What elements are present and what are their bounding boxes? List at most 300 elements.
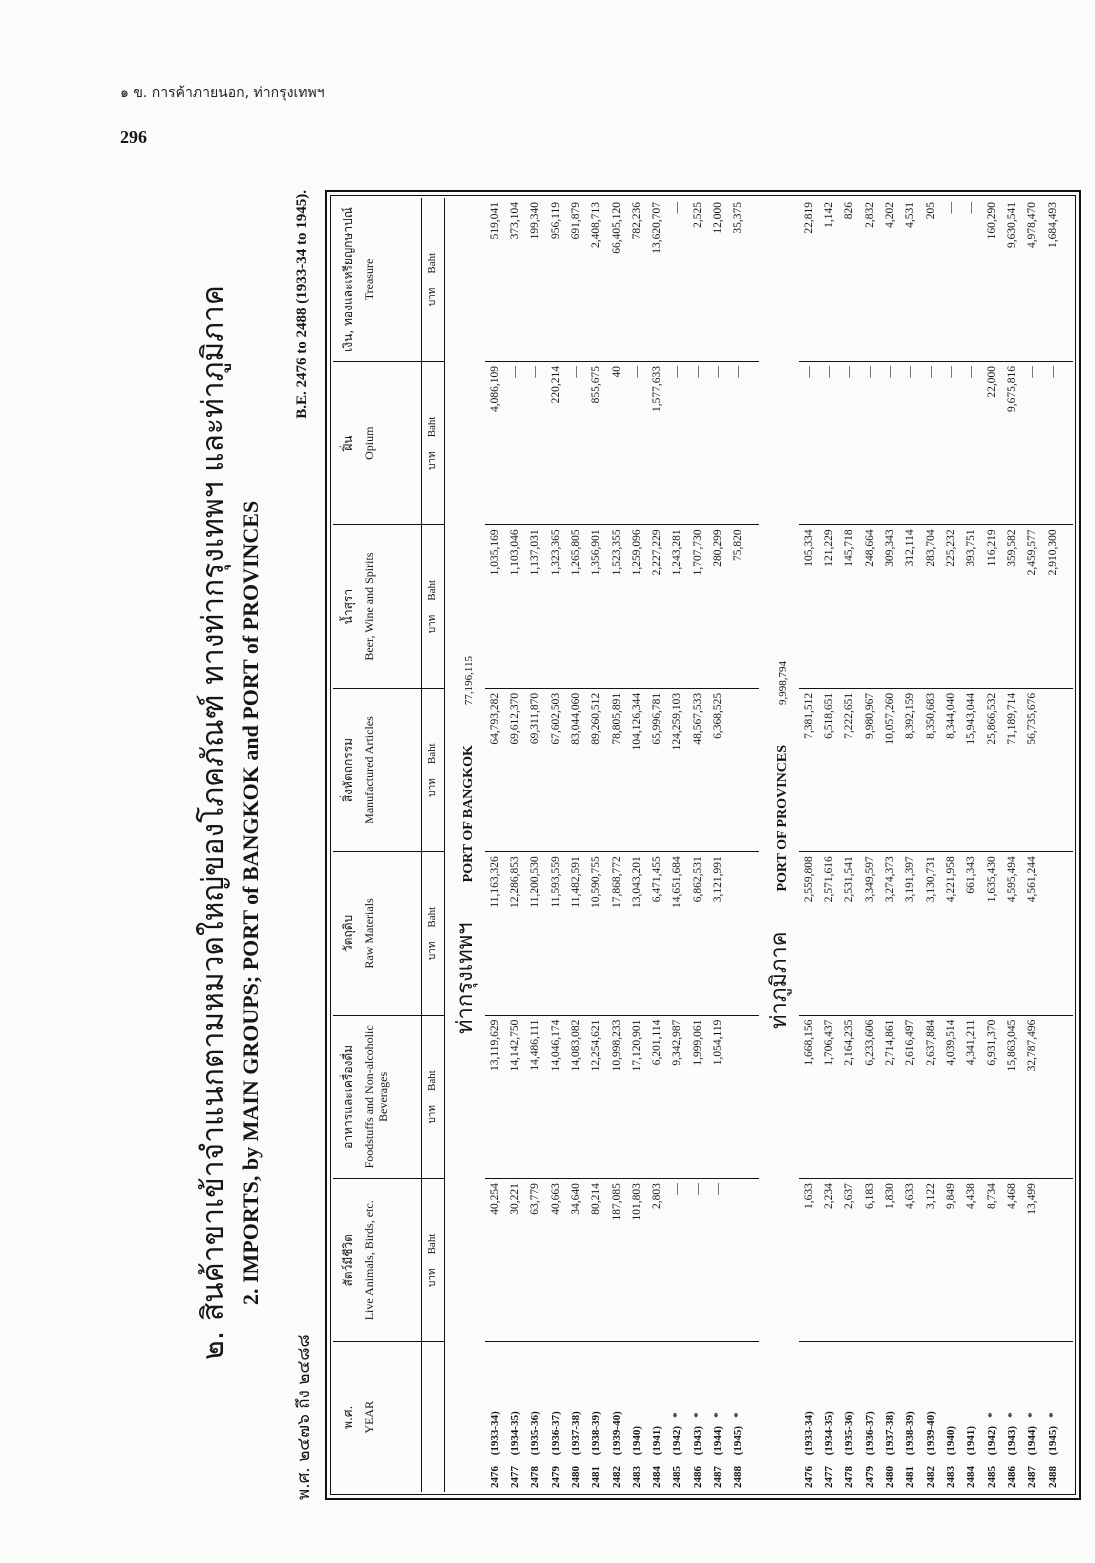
value-cell-c4: 8,344,040 [941, 688, 961, 851]
value-cell-c2: 2,714,861 [880, 1015, 900, 1178]
year-cell [880, 1342, 900, 1492]
value-cell-c4: 15,943,044 [961, 688, 981, 851]
value-cell-c4: 65,996,781 [647, 688, 667, 851]
value-cell-c7: 160,290 [981, 198, 1001, 361]
table-row [920, 198, 940, 1492]
year-be: 2484 [651, 1466, 664, 1488]
imports-table [333, 198, 1073, 1492]
year-be: 2483 [630, 1466, 643, 1488]
value-cell-c2: 15,863,045 [1002, 1015, 1022, 1178]
value-cell-c3 [728, 852, 748, 1015]
table-row [667, 198, 687, 1492]
unit-cell: บาทBaht [421, 361, 444, 524]
year-ad: (1939-40) [610, 1411, 623, 1456]
value-cell-c5: 2,459,577 [1022, 525, 1042, 688]
value-cell-c7: 373,104 [505, 198, 525, 361]
value-cell-c7: 4,978,470 [1022, 198, 1042, 361]
value-cell-c6: — [920, 361, 940, 524]
year-be: 2488 [732, 1466, 745, 1488]
value-cell-c4: 89,260,512 [586, 688, 606, 851]
value-cell-c7: 519,041 [485, 198, 505, 361]
value-cell-c1: 1,633 [799, 1179, 819, 1342]
table-row [981, 198, 1001, 1492]
value-cell-c2: 6,931,370 [981, 1015, 1001, 1178]
period-english: B.E. 2476 to 2488 (1933-34 to 1945). [294, 190, 310, 419]
value-cell-c6: — [1022, 361, 1042, 524]
year-be: 2486 [1005, 1466, 1018, 1488]
table-row [1042, 198, 1063, 1492]
value-cell-c4: 69,612,370 [505, 688, 525, 851]
value-cell-c5: 393,751 [961, 525, 981, 688]
value-cell-c1: 3,122 [920, 1179, 940, 1342]
year-ad: (1941) [965, 1425, 978, 1456]
year-ad: (1939-40) [924, 1411, 937, 1456]
section-title [444, 198, 485, 1492]
value-cell-c5: 105,334 [799, 525, 819, 688]
value-cell-c6: — [505, 361, 525, 524]
value-cell-c1: 2,234 [819, 1179, 839, 1342]
year-be: 2481 [904, 1466, 917, 1488]
value-cell-c4: 6,518,651 [819, 688, 839, 851]
value-cell-c2: 6,233,606 [860, 1015, 880, 1178]
table-row [708, 198, 728, 1492]
value-cell-c4: 71,189,714 [1002, 688, 1022, 851]
year-ad: (1940) [630, 1425, 643, 1456]
value-cell-c5: 1,259,096 [627, 525, 647, 688]
value-cell-c3: 11,593,559 [545, 852, 565, 1015]
value-cell-c3: 4,595,494 [1002, 852, 1022, 1015]
header-row [333, 198, 421, 1492]
value-cell-c6: — [708, 361, 728, 524]
value-cell-c7: — [941, 198, 961, 361]
value-cell-c3: 11,200,530 [525, 852, 545, 1015]
value-cell-c6: — [799, 361, 819, 524]
year-ad: (1941) [651, 1425, 664, 1456]
period-thai: พ.ศ. ๒๔๗๖ ถึง ๒๔๘๘ [294, 1334, 314, 1500]
year-cell [920, 1342, 940, 1492]
col-beer-wine-header: น้ำสุรา Beer, Wine and Spirits [333, 525, 421, 688]
value-cell-c5: 2,227,229 [647, 525, 667, 688]
section-title-english: PORT OF BANGKOK [461, 745, 476, 883]
table-body [444, 198, 1073, 1492]
year-cell [799, 1342, 819, 1492]
table-row [485, 198, 505, 1492]
value-cell-c1: 4,633 [900, 1179, 920, 1342]
table-row [839, 198, 859, 1492]
year-ad: (1933-34) [802, 1411, 815, 1456]
unit-row [421, 198, 444, 1492]
year-ad: (1938-39) [904, 1411, 917, 1456]
value-cell-c5: 1,103,046 [505, 525, 525, 688]
year-cell [647, 1342, 667, 1492]
value-cell-c7: 22,819 [799, 198, 819, 361]
spacer-cell [749, 525, 759, 688]
section-title-row [444, 198, 485, 1492]
value-cell-c4: 7,222,651 [839, 688, 859, 851]
year-cell [900, 1342, 920, 1492]
table-row [728, 198, 748, 1492]
value-cell-c3: 6,862,531 [688, 852, 708, 1015]
value-cell-c5: 248,664 [860, 525, 880, 688]
value-cell-c2: 2,616,497 [900, 1015, 920, 1178]
year-cell [1022, 1342, 1042, 1492]
value-cell-c5: 1,523,355 [606, 525, 626, 688]
spacer-cell [1063, 198, 1073, 361]
year-cell [819, 1342, 839, 1492]
table-row [505, 198, 525, 1492]
value-cell-c6: — [880, 361, 900, 524]
table-row [880, 198, 900, 1492]
year-cell [1002, 1342, 1022, 1492]
value-cell-c4: 9,980,967 [860, 688, 880, 851]
value-cell-c4 [728, 688, 748, 851]
value-cell-c3: 14,651,684 [667, 852, 687, 1015]
title-english: 2. IMPORTS, by MAIN GROUPS; PORT of BANGKOK and PORT of PROVINCES [238, 500, 263, 1305]
spacer-cell [749, 361, 759, 524]
value-cell-c5: 121,229 [819, 525, 839, 688]
value-cell-c2: 1,054,119 [708, 1015, 728, 1178]
value-cell-c7: 199,340 [525, 198, 545, 361]
value-cell-c3: 3,274,373 [880, 852, 900, 1015]
value-cell-c7: 2,832 [860, 198, 880, 361]
value-cell-c6: — [839, 361, 859, 524]
year-mark: * [985, 1412, 998, 1418]
unit-cell: บาทBaht [421, 198, 444, 361]
year-ad: (1944) [1026, 1425, 1039, 1456]
year-cell [545, 1342, 565, 1492]
page-number: 296 [120, 127, 147, 147]
value-cell-c1: — [667, 1179, 687, 1342]
spacer-cell [749, 198, 759, 361]
value-cell-c3: 3,191,397 [900, 852, 920, 1015]
value-cell-c2: 1,668,156 [799, 1015, 819, 1178]
table-row [941, 198, 961, 1492]
value-cell-c6: 22,000 [981, 361, 1001, 524]
value-cell-c6: 855,675 [586, 361, 606, 524]
value-cell-c3: 12,286,853 [505, 852, 525, 1015]
table-row [900, 198, 920, 1492]
value-cell-c6: — [961, 361, 981, 524]
value-cell-c5: 1,265,805 [566, 525, 586, 688]
value-cell-c5: 280,299 [708, 525, 728, 688]
value-cell-c7: — [961, 198, 981, 361]
value-cell-c4: 67,602,503 [545, 688, 565, 851]
spacer-cell [1063, 525, 1073, 688]
table-row [647, 198, 667, 1492]
value-cell-c5: 1,243,281 [667, 525, 687, 688]
value-cell-c4: 10,057,260 [880, 688, 900, 851]
year-mark: * [691, 1412, 704, 1418]
year-ad: (1937-38) [569, 1411, 582, 1456]
value-cell-c5: 145,718 [839, 525, 859, 688]
value-cell-c5: 309,343 [880, 525, 900, 688]
unit-cell: บาทBaht [421, 688, 444, 851]
section-title-english: PORT OF PROVINCES [775, 745, 791, 892]
value-cell-c3: 3,121,991 [708, 852, 728, 1015]
value-cell-c1: 40,254 [485, 1179, 505, 1342]
value-cell-c3: 2,571,616 [819, 852, 839, 1015]
spacer-cell [749, 1342, 759, 1492]
year-ad: (1943) [691, 1425, 704, 1456]
value-cell-c3: 17,868,772 [606, 852, 626, 1015]
value-cell-c2: 1,999,061 [688, 1015, 708, 1178]
year-ad: (1943) [1005, 1425, 1018, 1456]
value-cell-c2: 4,341,211 [961, 1015, 981, 1178]
year-be: 2479 [549, 1466, 562, 1488]
year-be: 2487 [1026, 1466, 1039, 1488]
table-row [860, 198, 880, 1492]
value-cell-c3: 1,635,430 [981, 852, 1001, 1015]
value-cell-c7: 956,119 [545, 198, 565, 361]
value-cell-c1: 34,640 [566, 1179, 586, 1342]
value-cell-c3: 4,221,958 [941, 852, 961, 1015]
value-cell-c1: 2,803 [647, 1179, 667, 1342]
value-cell-c2: 2,164,235 [839, 1015, 859, 1178]
year-cell [566, 1342, 586, 1492]
value-cell-c7: 2,525 [688, 198, 708, 361]
table-row [606, 198, 626, 1492]
value-cell-c1: 1,830 [880, 1179, 900, 1342]
value-cell-c4: 56,735,676 [1022, 688, 1042, 851]
value-cell-c4 [1042, 688, 1063, 851]
table-row [566, 198, 586, 1492]
spacer-cell [749, 1015, 759, 1178]
value-cell-c6: 4,086,109 [485, 361, 505, 524]
value-cell-c5: 312,114 [900, 525, 920, 688]
value-cell-c1: 4,438 [961, 1179, 981, 1342]
value-cell-c7: 1,684,493 [1042, 198, 1063, 361]
spacer-cell [1063, 1342, 1073, 1492]
year-cell [1042, 1342, 1063, 1492]
value-cell-c6: — [1042, 361, 1063, 524]
title-thai: ๒. สินค้าขาเข้าจำแนกตามหมวดใหญ่ของโภคภัณฑ์ ทางท่ากรุงเทพฯ และท่าภูมิภาค [196, 285, 231, 1360]
year-cell [941, 1342, 961, 1492]
year-be: 2487 [712, 1466, 725, 1488]
value-cell-c5: 283,704 [920, 525, 940, 688]
section-title [759, 198, 799, 1492]
value-cell-c7: 691,879 [566, 198, 586, 361]
year-ad: (1936-37) [863, 1411, 876, 1456]
year-ad: (1944) [712, 1425, 725, 1456]
value-cell-c3: 661,343 [961, 852, 981, 1015]
section-title-thai: ท่ากรุงเทพฯ [453, 922, 478, 1034]
table-row [1022, 198, 1042, 1492]
year-mark: * [671, 1412, 684, 1418]
section-note-value: 77,196,115 [463, 656, 475, 706]
year-ad: (1935-36) [843, 1411, 856, 1456]
year-cell [708, 1342, 728, 1492]
year-mark: * [1026, 1412, 1039, 1418]
section-spacer [1063, 198, 1073, 1492]
value-cell-c1: 4,468 [1002, 1179, 1022, 1342]
value-cell-c2: 9,342,987 [667, 1015, 687, 1178]
year-ad: (1935-36) [529, 1411, 542, 1456]
year-ad: (1942) [985, 1425, 998, 1456]
value-cell-c7: 66,405,120 [606, 198, 626, 361]
value-cell-c2: 1,706,437 [819, 1015, 839, 1178]
value-cell-c3: 2,559,808 [799, 852, 819, 1015]
col-treasure-header: เงิน, ทองและเหรียญกษาปณ์ Treasure [333, 198, 421, 361]
value-cell-c7: 2,408,713 [586, 198, 606, 361]
year-cell [505, 1342, 525, 1492]
year-be: 2480 [569, 1466, 582, 1488]
table-row [525, 198, 545, 1492]
value-cell-c7: — [667, 198, 687, 361]
value-cell-c6: — [667, 361, 687, 524]
value-cell-c3: 3,130,731 [920, 852, 940, 1015]
year-be: 2476 [802, 1466, 815, 1488]
table-row [627, 198, 647, 1492]
year-mark: * [1046, 1412, 1059, 1418]
value-cell-c4: 64,793,282 [485, 688, 505, 851]
value-cell-c2: 14,142,750 [505, 1015, 525, 1178]
unit-cell-year [421, 1342, 444, 1492]
year-cell [586, 1342, 606, 1492]
value-cell-c5: 75,820 [728, 525, 748, 688]
year-be: 2488 [1046, 1466, 1059, 1488]
value-cell-c3: 6,471,455 [647, 852, 667, 1015]
value-cell-c5: 225,232 [941, 525, 961, 688]
value-cell-c7: 782,236 [627, 198, 647, 361]
value-cell-c1: 63,779 [525, 1179, 545, 1342]
year-be: 2486 [691, 1466, 704, 1488]
value-cell-c1: 80,214 [586, 1179, 606, 1342]
value-cell-c6: — [819, 361, 839, 524]
spacer-cell [749, 852, 759, 1015]
spacer-cell [1063, 852, 1073, 1015]
year-cell [688, 1342, 708, 1492]
value-cell-c7: 4,202 [880, 198, 900, 361]
year-ad: (1938-39) [590, 1411, 603, 1456]
unit-cell: บาทBaht [421, 1015, 444, 1178]
col-manufactured-header: สิ่งหัตถกรรม Manufactured Articles [333, 688, 421, 851]
value-cell-c3: 2,531,541 [839, 852, 859, 1015]
spacer-cell [749, 688, 759, 851]
value-cell-c6: — [627, 361, 647, 524]
value-cell-c6: — [525, 361, 545, 524]
section-title-row [759, 198, 799, 1492]
unit-cell: บาทBaht [421, 525, 444, 688]
year-cell [839, 1342, 859, 1492]
value-cell-c1: 13,499 [1022, 1179, 1042, 1342]
value-cell-c7: 12,000 [708, 198, 728, 361]
value-cell-c6: — [728, 361, 748, 524]
col-opium-header: ฝิ่น Opium [333, 361, 421, 524]
value-cell-c1: 2,637 [839, 1179, 859, 1342]
value-cell-c6: 40 [606, 361, 626, 524]
year-ad: (1933-34) [488, 1411, 501, 1456]
table-row [961, 198, 981, 1492]
section-title-thai: ท่าภูมิภาค [767, 931, 793, 1029]
value-cell-c1: 8,734 [981, 1179, 1001, 1342]
value-cell-c1: 101,803 [627, 1179, 647, 1342]
year-cell [961, 1342, 981, 1492]
year-ad: (1937-38) [883, 1411, 896, 1456]
year-be: 2479 [863, 1466, 876, 1488]
value-cell-c4: 7,381,512 [799, 688, 819, 851]
value-cell-c6: 1,577,633 [647, 361, 667, 524]
year-be: 2478 [843, 1466, 856, 1488]
spacer-cell [749, 1179, 759, 1342]
value-cell-c3: 10,590,755 [586, 852, 606, 1015]
value-cell-c7: 205 [920, 198, 940, 361]
year-be: 2481 [590, 1466, 603, 1488]
value-cell-c5: 116,219 [981, 525, 1001, 688]
unit-cell: บาทBaht [421, 852, 444, 1015]
year-be: 2482 [610, 1466, 623, 1488]
table-row [586, 198, 606, 1492]
value-cell-c6: 9,675,816 [1002, 361, 1022, 524]
value-cell-c4: 104,126,344 [627, 688, 647, 851]
value-cell-c3: 11,163,326 [485, 852, 505, 1015]
year-be: 2483 [944, 1466, 957, 1488]
value-cell-c1: 9,849 [941, 1179, 961, 1342]
value-cell-c7: 1,142 [819, 198, 839, 361]
value-cell-c4: 124,259,103 [667, 688, 687, 851]
value-cell-c5: 1,707,730 [688, 525, 708, 688]
value-cell-c1: 187,085 [606, 1179, 626, 1342]
unit-cell: บาทBaht [421, 1179, 444, 1342]
year-mark: * [1005, 1412, 1018, 1418]
value-cell-c2: 10,998,233 [606, 1015, 626, 1178]
value-cell-c2: 14,486,111 [525, 1015, 545, 1178]
year-be: 2477 [823, 1466, 836, 1488]
value-cell-c7: 4,531 [900, 198, 920, 361]
year-cell [627, 1342, 647, 1492]
spacer-cell [1063, 361, 1073, 524]
year-be: 2477 [508, 1466, 521, 1488]
value-cell-c3: 11,482,591 [566, 852, 586, 1015]
year-mark: * [712, 1412, 725, 1418]
value-cell-c4: 83,044,060 [566, 688, 586, 851]
value-cell-c5: 1,137,031 [525, 525, 545, 688]
value-cell-c2: 12,254,621 [586, 1015, 606, 1178]
value-cell-c5: 359,582 [1002, 525, 1022, 688]
value-cell-c2: 13,119,629 [485, 1015, 505, 1178]
col-year-header: พ.ศ. YEAR [333, 1342, 421, 1492]
value-cell-c2: 14,083,082 [566, 1015, 586, 1178]
value-cell-c1 [1042, 1179, 1063, 1342]
year-be: 2480 [883, 1466, 896, 1488]
value-cell-c4: 25,866,532 [981, 688, 1001, 851]
table-row [799, 198, 819, 1492]
year-mark: * [732, 1412, 745, 1418]
value-cell-c3: 13,043,201 [627, 852, 647, 1015]
section-note-value: 9,998,794 [777, 661, 790, 706]
spacer-cell [1063, 1179, 1073, 1342]
col-foodstuffs-header: อาหารและเครื่องดื่ม Foodstuffs and Non-alcoholic Beverages [333, 1015, 421, 1178]
year-cell [525, 1342, 545, 1492]
year-ad: (1940) [944, 1425, 957, 1456]
value-cell-c4: 8,350,683 [920, 688, 940, 851]
table-row [819, 198, 839, 1492]
year-ad: (1945) [732, 1425, 745, 1456]
year-ad: (1934-35) [508, 1411, 521, 1456]
value-cell-c3 [1042, 852, 1063, 1015]
value-cell-c6: — [941, 361, 961, 524]
value-cell-c7: 826 [839, 198, 859, 361]
value-cell-c6: — [566, 361, 586, 524]
table-row [1002, 198, 1022, 1492]
value-cell-c5: 1,035,169 [485, 525, 505, 688]
table-title-block [190, 190, 325, 1500]
value-cell-c2: 32,787,496 [1022, 1015, 1042, 1178]
section-spacer [749, 198, 759, 1492]
value-cell-c5: 1,323,365 [545, 525, 565, 688]
year-be: 2485 [985, 1466, 998, 1488]
value-cell-c6: — [900, 361, 920, 524]
value-cell-c4: 6,368,525 [708, 688, 728, 851]
